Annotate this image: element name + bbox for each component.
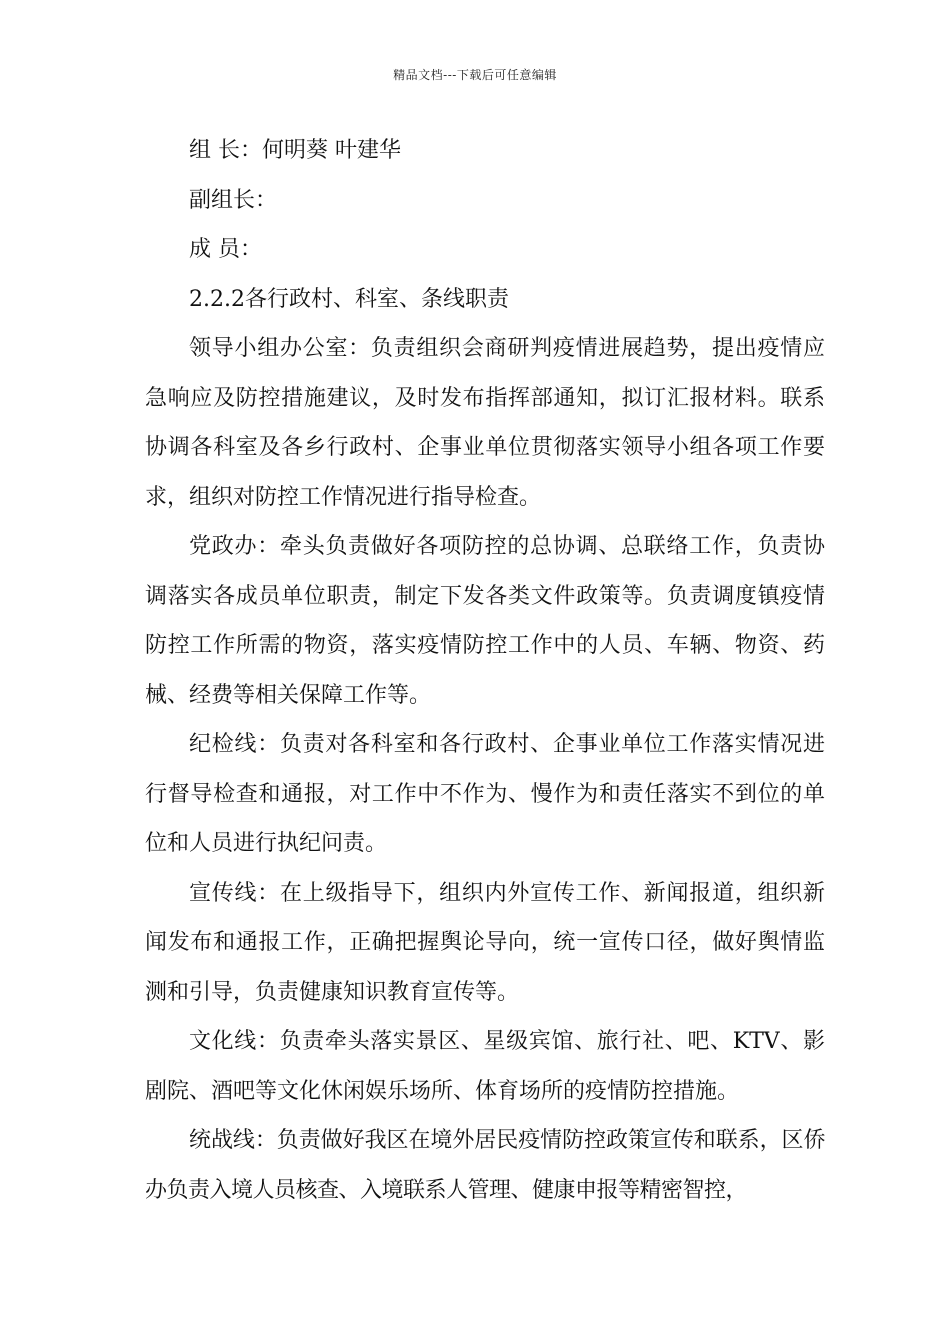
deputy-leader-line: 副组长： [189,187,278,213]
paragraph-culture-line: 文化线：负责牵头落实景区、星级宾馆、旅行社、吧、KTV、影剧院、酒吧等文化休闲娱乐场所、体育场所的疫情防控措施。 [145,1029,825,1104]
paragraph-discipline-line: 纪检线：负责对各科室和各行政村、企事业单位工作落实情况进行督导检查和通报，对工作中不作为、慢作为和责任落实不到位的单位和人员进行执纪问责。 [145,732,825,856]
section-heading: 2.2.2各行政村、科室、条线职责 [189,286,509,312]
page-header-note: 精品文档---下载后可任意编辑 [393,68,557,82]
paragraph-leadership-office: 领导小组办公室：负责组织会商研判疫情进展趋势，提出疫情应急响应及防控措施建议，及时发布指挥部通知，拟订汇报材料。联系协调各科室及各乡行政村、企事业单位贯彻落实领导小组各项工作要求，组织对防控工作情况进行指导检查。 [145,336,825,510]
team-leader-line: 组 长：何明葵 叶建华 [189,138,401,163]
document-body [145,126,825,1215]
members-line: 成 员： [189,237,262,262]
paragraph-publicity-line: 宣传线：在上级指导下，组织内外宣传工作、新闻报道，组织新闻发布和通报工作，正确把握舆论导向，统一宣传口径，做好舆情监测和引导，负责健康知识教育宣传等。 [145,880,825,1005]
paragraph-united-front-line: 统战线：负责做好我区在境外居民疫情防控政策宣传和联系，区侨办负责入境人员核查、入境联系人管理、健康申报等精密智控， [145,1128,825,1203]
paragraph-party-office: 党政办：牵头负责做好各项防控的总协调、总联络工作，负责协调落实各成员单位职责，制定下发各类文件政策等。负责调度镇疫情防控工作所需的物资，落实疫情防控工作中的人员、车辆、物资、药械、经费等相关保障工作等。 [145,534,825,708]
